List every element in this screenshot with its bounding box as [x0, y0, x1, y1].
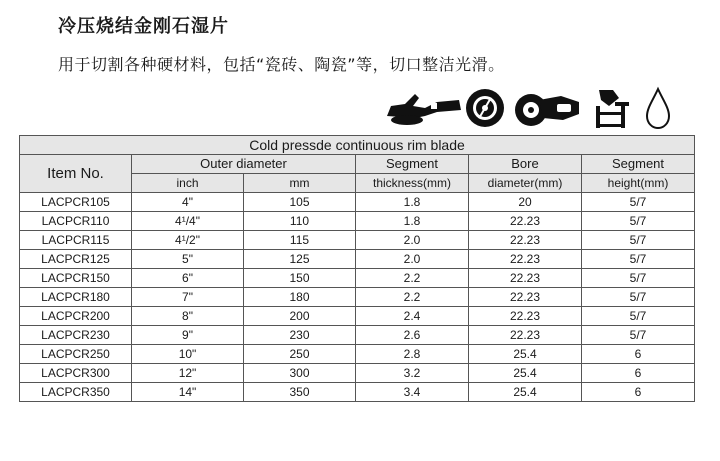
cell-inch: 10" — [132, 345, 244, 364]
cell-inch: 4¹/4" — [132, 212, 244, 231]
cell-mm: 150 — [244, 269, 356, 288]
header-mm: mm — [244, 174, 356, 193]
cell-mm: 230 — [244, 326, 356, 345]
cell-item-no: LACPCR230 — [20, 326, 132, 345]
header-segment-thickness: Segment — [356, 155, 469, 174]
header-outer-diameter: Outer diameter — [132, 155, 356, 174]
cell-thickness: 3.4 — [356, 383, 469, 402]
table-row — [20, 231, 695, 250]
cut-off-saw-icon — [513, 86, 583, 130]
header-segment-height: Segment — [582, 155, 695, 174]
cell-bore: 25.4 — [469, 364, 582, 383]
cell-inch: 12" — [132, 364, 244, 383]
cell-mm: 180 — [244, 288, 356, 307]
table-body — [20, 193, 695, 402]
cell-item-no: LACPCR150 — [20, 269, 132, 288]
cell-bore: 22.23 — [469, 288, 582, 307]
cell-item-no: LACPCR250 — [20, 345, 132, 364]
cell-thickness: 1.8 — [356, 212, 469, 231]
table-row — [20, 307, 695, 326]
cell-thickness: 2.6 — [356, 326, 469, 345]
table-row — [20, 364, 695, 383]
cell-inch: 14" — [132, 383, 244, 402]
spec-table — [19, 135, 695, 402]
cell-mm: 200 — [244, 307, 356, 326]
cell-inch: 6" — [132, 269, 244, 288]
cell-mm: 250 — [244, 345, 356, 364]
cell-inch: 9" — [132, 326, 244, 345]
cell-bore: 22.23 — [469, 212, 582, 231]
cell-thickness: 2.2 — [356, 288, 469, 307]
cell-mm: 105 — [244, 193, 356, 212]
header-bore: Bore — [469, 155, 582, 174]
cell-inch: 4¹/2" — [132, 231, 244, 250]
cell-inch: 8" — [132, 307, 244, 326]
cell-item-no: LACPCR115 — [20, 231, 132, 250]
cell-bore: 25.4 — [469, 345, 582, 364]
cell-thickness: 2.0 — [356, 231, 469, 250]
cell-height: 5/7 — [582, 307, 695, 326]
cell-bore: 25.4 — [469, 383, 582, 402]
tile-cutter-icon — [593, 86, 633, 130]
table-row — [20, 383, 695, 402]
table-row — [20, 250, 695, 269]
cell-item-no: LACPCR125 — [20, 250, 132, 269]
circular-saw-blade-icon — [463, 86, 507, 130]
cell-height: 5/7 — [582, 193, 695, 212]
cell-mm: 125 — [244, 250, 356, 269]
cell-thickness: 2.4 — [356, 307, 469, 326]
cell-height: 5/7 — [582, 250, 695, 269]
cell-height: 6 — [582, 383, 695, 402]
table-row — [20, 269, 695, 288]
table-row — [20, 212, 695, 231]
table-row — [20, 326, 695, 345]
cell-bore: 22.23 — [469, 307, 582, 326]
cell-height: 5/7 — [582, 231, 695, 250]
cell-inch: 4" — [132, 193, 244, 212]
cell-item-no: LACPCR105 — [20, 193, 132, 212]
cell-mm: 300 — [244, 364, 356, 383]
table-caption: Cold pressde continuous rim blade — [20, 136, 695, 155]
cell-item-no: LACPCR200 — [20, 307, 132, 326]
usage-icons — [385, 86, 685, 132]
header-thickness-unit: thickness(mm) — [356, 174, 469, 193]
cell-inch: 5" — [132, 250, 244, 269]
table-row — [20, 345, 695, 364]
cell-height: 5/7 — [582, 269, 695, 288]
cell-bore: 22.23 — [469, 250, 582, 269]
cell-height: 5/7 — [582, 288, 695, 307]
cell-bore: 20 — [469, 193, 582, 212]
water-drop-icon — [643, 86, 673, 130]
cell-mm: 350 — [244, 383, 356, 402]
cell-thickness: 1.8 — [356, 193, 469, 212]
cell-item-no: LACPCR350 — [20, 383, 132, 402]
cell-inch: 7" — [132, 288, 244, 307]
header-bore-unit: diameter(mm) — [469, 174, 582, 193]
table-row — [20, 288, 695, 307]
page-subtitle: 用于切割各种硬材料，包括“瓷砖、陶瓷”等，切口整洁光滑。 — [58, 55, 505, 74]
header-inch: inch — [132, 174, 244, 193]
cell-height: 5/7 — [582, 212, 695, 231]
angle-grinder-icon — [385, 86, 463, 130]
cell-thickness: 2.8 — [356, 345, 469, 364]
cell-mm: 110 — [244, 212, 356, 231]
cell-bore: 22.23 — [469, 231, 582, 250]
cell-height: 5/7 — [582, 326, 695, 345]
cell-item-no: LACPCR300 — [20, 364, 132, 383]
table-row — [20, 193, 695, 212]
cell-item-no: LACPCR110 — [20, 212, 132, 231]
cell-item-no: LACPCR180 — [20, 288, 132, 307]
cell-thickness: 3.2 — [356, 364, 469, 383]
cell-height: 6 — [582, 364, 695, 383]
header-height-unit: height(mm) — [582, 174, 695, 193]
cell-bore: 22.23 — [469, 269, 582, 288]
cell-thickness: 2.2 — [356, 269, 469, 288]
cell-height: 6 — [582, 345, 695, 364]
header-item-no: Item No. — [20, 155, 132, 193]
page-title: 冷压烧结金刚石湿片 — [58, 16, 229, 37]
cell-thickness: 2.0 — [356, 250, 469, 269]
cell-bore: 22.23 — [469, 326, 582, 345]
cell-mm: 115 — [244, 231, 356, 250]
